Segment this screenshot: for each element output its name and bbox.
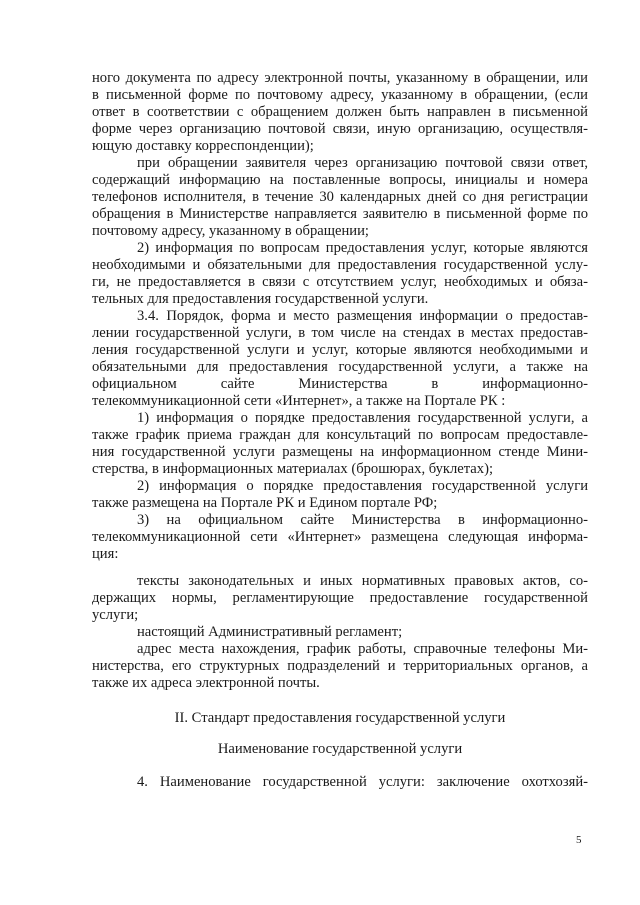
text-line: телекоммуникационной сети «Интернет» размещена следующая информа- <box>92 529 588 545</box>
text-line: держащих нормы, регламентирующие предоставление государственной <box>92 590 588 606</box>
text-line: необходимыми и обязательными для предоставления государственной услу- <box>92 257 588 273</box>
text-line: 2) информация по вопросам предоставления услуг, которые являются <box>137 240 588 256</box>
text-line: ответ в соответствии с обращением должен быть направлен в письменной <box>92 104 588 120</box>
text-line: тексты законодательных и иных нормативных правовых актов, со- <box>137 573 588 589</box>
text-line: также график приема граждан для консультаций по вопросам предоставле- <box>92 427 588 443</box>
text-line: 3.4. Порядок, форма и место размещения информации о предостав- <box>137 308 588 324</box>
text-line: лении государственной услуги, в том числе на стендах в местах предостав- <box>92 325 588 341</box>
text-line: телефонов исполнителя, в течение 30 календарных дней со дня регистрации <box>92 189 588 205</box>
text-line: услуги; <box>92 607 139 623</box>
text-line: стерства, в информационных материалах (брошюрах, буклетах); <box>92 461 493 477</box>
text-line: в письменной форме по почтовому адресу, указанному в обращении, (если <box>92 87 588 103</box>
text-line: почтовому адресу, указанному в обращении; <box>92 223 369 239</box>
text-line: ция: <box>92 546 119 562</box>
text-line: ния государственной услуги размещены на информационном стенде Мини- <box>92 444 588 460</box>
text-line: 3) на официальном сайте Министерства в информационно- <box>137 512 588 528</box>
text-line: ного документа по адресу электронной почты, указанному в обращении, или <box>92 70 588 86</box>
text-line: обращения в Министерстве направляется заявителю в письменной форме по <box>92 206 588 222</box>
text-line: при обращении заявителя через организацию почтовой связи ответ, <box>137 155 588 171</box>
text-line: официальном сайте Министерства в информационно- <box>92 376 588 392</box>
text-line: нистерства, его структурных подразделений и территориальных органов, а <box>92 658 588 674</box>
section-heading: II. Стандарт предоставления государственной услуги <box>174 710 506 726</box>
text-line: 4. Наименование государственной услуги: заключение охотхозяй- <box>137 774 588 790</box>
subsection-heading: Наименование государственной услуги <box>217 741 463 757</box>
text-line: форме через организацию почтовой связи, иную организацию, осуществля- <box>92 121 588 137</box>
text-line: ющую доставку корреспонденции); <box>92 138 314 154</box>
text-line: тельных для предоставления государственной услуги. <box>92 291 429 307</box>
text-line: настоящий Административный регламент; <box>137 624 403 640</box>
text-line: обязательными для предоставления государственной услуги, а также на <box>92 359 588 375</box>
text-line: 1) информация о порядке предоставления государственной услуги, а <box>137 410 588 426</box>
text-line: ги, не предоставляется в связи с отсутствием услуг, необходимых и обяза- <box>92 274 588 290</box>
page-number: 5 <box>576 834 582 846</box>
text-line: также размещена на Портале РК и Едином портале РФ; <box>92 495 438 511</box>
text-line: содержащий информацию на поставленные вопросы, инициалы и номера <box>92 172 588 188</box>
text-line: 2) информация о порядке предоставления государственной услуги <box>137 478 588 494</box>
text-line: адрес места нахождения, график работы, справочные телефоны Ми- <box>137 641 588 657</box>
text-line: ления государственной услуги и услуг, которые являются необходимыми и <box>92 342 588 358</box>
text-line: телекоммуникационной сети «Интернет», а также на Портале РК : <box>92 393 506 409</box>
text-line: также их адреса электронной почты. <box>92 675 320 691</box>
